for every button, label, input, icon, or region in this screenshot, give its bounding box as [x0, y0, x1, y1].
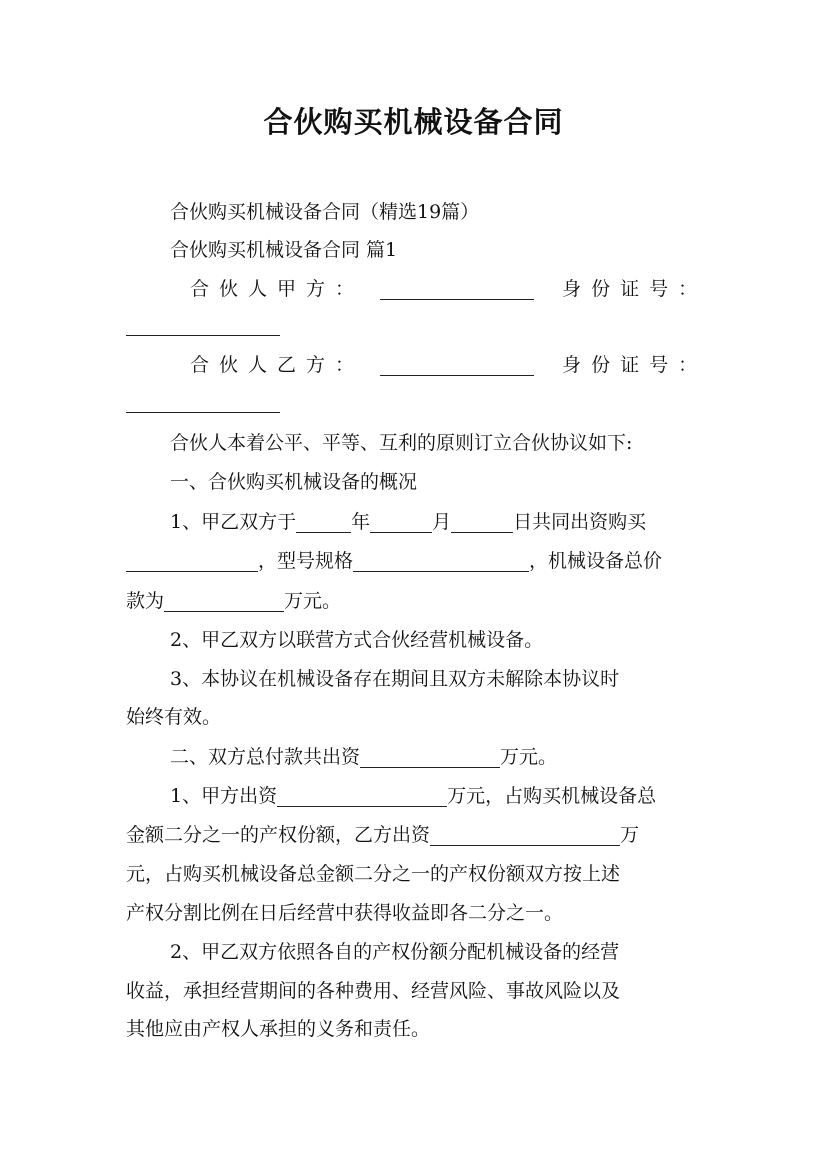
clause-1-text-h: 万元。 — [284, 590, 342, 612]
day-blank — [451, 510, 513, 533]
clause-1-text-g: 款为 — [126, 590, 165, 612]
item-1-text-c: 金额二分之一的产权份额，乙方出资 — [126, 824, 431, 846]
item-1-line-3: 元，占购买机械设备总金额二分之一的产权份额双方按上述 — [126, 863, 621, 885]
clause-2: 2、甲乙双方以联营方式合伙经营机械设备。 — [170, 629, 544, 651]
item-2-line-3: 其他应由产权人承担的义务和责任。 — [126, 1018, 431, 1040]
party-a-name-blank — [380, 277, 534, 300]
heading-2-text-b: 万元。 — [500, 746, 558, 768]
price-blank — [164, 589, 284, 612]
clause-1-text-c: 月 — [432, 511, 452, 533]
party-a-row — [190, 270, 708, 308]
clause-1-line-1 — [170, 503, 702, 541]
item-1-text-d: 万 — [620, 824, 640, 846]
clause-1-text-b: 年 — [351, 511, 371, 533]
clause-1-line-3 — [126, 582, 702, 620]
document-title: 合伙购买机械设备合同 — [263, 105, 564, 139]
item-1-line-1 — [170, 777, 702, 815]
clause-1-text-e: ，型号规格 — [258, 550, 354, 572]
total-blank — [360, 745, 500, 768]
party-a-label: 合伙人甲方： — [190, 278, 365, 300]
year-blank — [296, 510, 351, 533]
model-blank — [353, 549, 529, 572]
item-1-text-b: 万元，占购买机械设备总 — [447, 785, 657, 807]
heading-1: 一、合伙购买机械设备的概况 — [170, 471, 418, 493]
party-b-name-blank — [380, 353, 534, 376]
item-2-line-1: 2、甲乙双方依照各自的产权份额分配机械设备的经营 — [170, 941, 620, 963]
party-a-id-label: 身份证号： — [562, 278, 708, 300]
clause-1-text-d: 日共同出资购买 — [513, 511, 647, 533]
party-b-amount-blank — [430, 823, 620, 846]
clause-1-text-a: 1、甲乙双方于 — [170, 511, 297, 533]
heading-2-text-a: 二、双方总付款共出资 — [170, 746, 361, 768]
party-a-amount-blank — [277, 784, 447, 807]
party-b-id-label: 身份证号： — [562, 354, 708, 376]
document-subtitle: 合伙购买机械设备合同（精选19篇） — [170, 201, 480, 223]
party-b-id-blank — [126, 390, 280, 413]
clause-3-line-2: 始终有效。 — [126, 706, 222, 728]
item-1-line-2 — [126, 816, 702, 854]
party-b-label: 合伙人乙方： — [190, 354, 365, 376]
party-a-id-blank — [126, 313, 280, 336]
clause-1-text-f: ，机械设备总价 — [529, 550, 663, 572]
month-blank — [370, 510, 432, 533]
item-1-text-a: 1、甲方出资 — [170, 785, 278, 807]
equipment-blank — [126, 549, 258, 572]
paragraph-intro: 合伙人本着公平、平等、互利的原则订立合伙协议如下: — [170, 432, 633, 454]
clause-3-line-1: 3、本协议在机械设备存在期间且双方未解除本协议时 — [170, 668, 620, 690]
party-b-row — [190, 346, 708, 384]
clause-1-line-2 — [126, 542, 702, 580]
section-heading: 合伙购买机械设备合同 篇1 — [170, 239, 398, 261]
item-2-line-2: 收益，承担经营期间的各种费用、经营风险、事故风险以及 — [126, 980, 621, 1002]
party-a-id-row — [126, 306, 702, 344]
item-1-line-4: 产权分割比例在日后经营中获得收益即各二分之一。 — [126, 902, 564, 924]
party-b-id-row — [126, 383, 702, 421]
heading-2 — [170, 738, 702, 776]
